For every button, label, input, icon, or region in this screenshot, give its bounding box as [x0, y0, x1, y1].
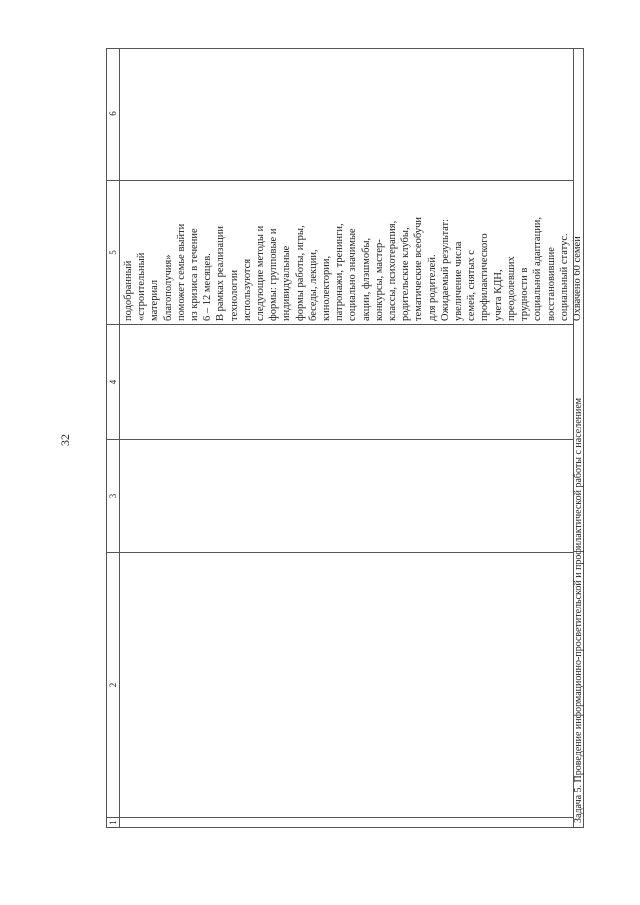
text-line: для родителей.: [426, 254, 438, 321]
text-line: Ожидаемый результат:: [439, 218, 451, 321]
text-line: из кризиса в течение: [189, 228, 201, 321]
rotated-table: [106, 48, 584, 828]
text-line: благополучия»: [162, 254, 174, 321]
text-line: акции, флэшмобы,: [360, 237, 372, 321]
text-line: учета КДН,: [492, 269, 504, 321]
text-line: социальный статус.: [558, 233, 570, 321]
text-line: конкурсы, мастер-: [373, 239, 385, 321]
cell-col-5: [120, 180, 583, 324]
text-line: тематические всеобучи: [413, 217, 425, 321]
text-line: материал: [149, 279, 161, 321]
text-line: кинолектории,: [321, 255, 333, 321]
text-line: поможет семье выйти: [175, 223, 187, 321]
text-line: индивидуальные: [281, 245, 293, 321]
text-line: следующие методы и: [255, 225, 267, 321]
text-line: патронажи, тренинги,: [334, 223, 346, 321]
text-line: семей, снятых с: [466, 250, 478, 321]
text-line: «строительный: [136, 252, 148, 321]
text-line: формы: групповые и: [268, 228, 280, 321]
cell-col-2: [120, 552, 573, 817]
text-line: В рамках реализации: [215, 226, 227, 321]
col5-text: [122, 183, 584, 321]
text-line: социальной адаптации,: [532, 216, 544, 321]
text-line: Охвачено 60 семей: [571, 236, 583, 321]
text-line: 6 – 12 месяцев.: [202, 253, 214, 321]
text-line: восстановившие: [545, 247, 557, 321]
col-header-1: 1: [107, 817, 119, 827]
task-title: Задача 5. Проведение информационно-просветительской и профилактической работы с населением: [573, 397, 584, 823]
text-line: трудности в: [519, 267, 531, 321]
text-line: подобранный: [123, 260, 134, 321]
text-line: беседы, лекции,: [307, 249, 319, 321]
table-header-row: [106, 48, 120, 828]
page-number: 32: [58, 434, 72, 446]
text-line: используются: [241, 258, 253, 321]
col-header-2: 2: [107, 552, 119, 817]
task-row: [573, 48, 584, 828]
text-line: увеличение числа: [453, 241, 465, 321]
text-line: классы, психотерапия,: [387, 220, 399, 321]
text-line: родительские клубы,: [400, 227, 412, 321]
col-header-4: 4: [107, 324, 119, 439]
cell-col-3: [120, 439, 573, 552]
cell-col-4: [120, 324, 573, 439]
text-line: формы работы, игры,: [294, 225, 306, 321]
cell-col-1: [120, 817, 573, 827]
col-header-3: 3: [107, 439, 119, 552]
col-header-5: 5: [107, 180, 119, 324]
text-line: преодолевших: [505, 256, 517, 321]
cell-col-6: [120, 47, 573, 180]
col-header-6: 6: [108, 111, 118, 116]
text-line: социально значимые: [347, 228, 359, 321]
text-line: технологии: [228, 269, 240, 321]
text-line: профилактического: [479, 233, 491, 321]
